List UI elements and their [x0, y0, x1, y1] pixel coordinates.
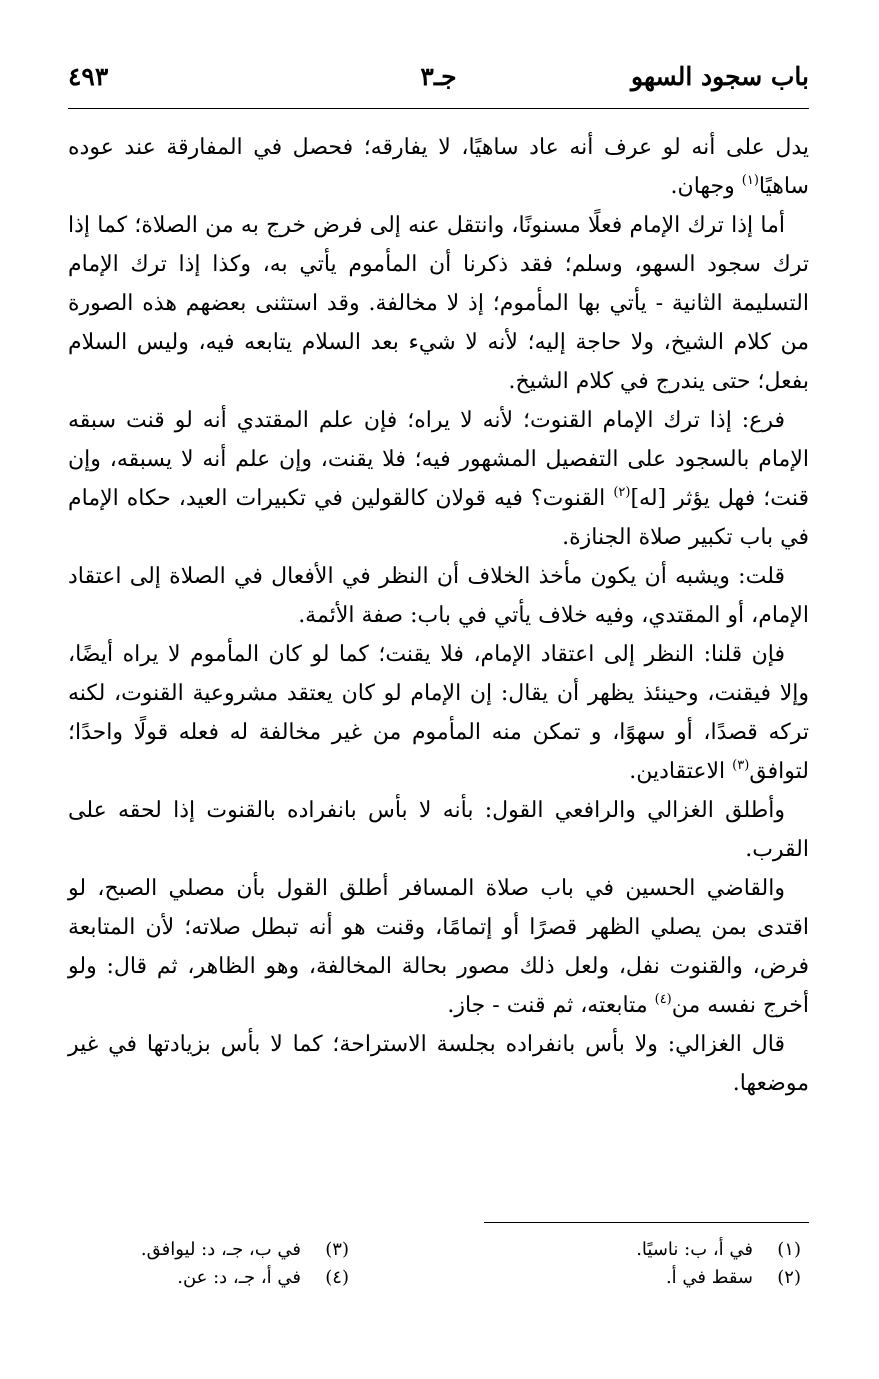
footnote-ref: (١) — [741, 173, 759, 188]
footnote-text: سقط في أ. — [665, 1267, 753, 1288]
text-run: القنوت؟ فيه قولان كالقولين في تكبيرات العيد، حكاه الإمام في باب تكبير صلاة الجنازة. — [68, 486, 809, 550]
footnote-number: (٣) — [325, 1239, 349, 1260]
page-number: ٤٩٣ — [68, 62, 109, 91]
footnote-text: في أ، جـ، د: عن. — [177, 1267, 301, 1288]
text-run: والقاضي الحسين في باب صلاة المسافر أطلق القول بأن مصلي الصبح، لو اقتدى بمن يصلي الظهر قصرًا أو إتمامًا، وقنت هو أنه تبطل صلاته؛ لأن المتابعة فرض، والقنوت نفل، ولعل ذلك مصور بحالة المخالفة، وهو الظاهر، ثم قال: ولو أخرج نفسه من — [68, 876, 809, 1018]
footnote — [9, 1236, 349, 1264]
footnote-text: في أ، ب: ناسيًا. — [636, 1239, 753, 1260]
footnote-ref: (٣) — [732, 758, 750, 773]
main-text — [68, 128, 809, 1103]
footnote-ref: (٢) — [613, 485, 631, 500]
footnote-number: (٢) — [777, 1267, 801, 1288]
paragraph: وأطلق الغزالي والرافعي القول: بأنه لا بأس بانفراده بالقنوت إذا لحقه على القرب. — [68, 798, 809, 862]
paragraph — [68, 635, 809, 791]
running-header — [68, 58, 809, 108]
header-divider — [68, 108, 809, 109]
paragraph — [68, 869, 809, 1025]
text-run: فرع: إذا ترك الإمام القنوت؛ لأنه لا يراه؛ فإن علم المقتدي أنه لو قنت سبقه الإمام بالسجود على التفصيل المشهور فيه؛ فلا يقنت، وإن علم أنه لا يسبقه، وإن قنت؛ فهل يؤثر [له] — [68, 408, 809, 511]
text-run: وجهان. — [670, 174, 742, 199]
footnote-column — [9, 1236, 349, 1292]
chapter-title: باب سجود السهو — [631, 62, 809, 91]
paragraph: قال الغزالي: ولا بأس بانفراده بجلسة الاستراحة؛ كما لا بأس بزيادتها في غير موضعها. — [68, 1032, 809, 1096]
paragraph: أما إذا ترك الإمام فعلًا مسنونًا، وانتقل عنه إلى فرض خرج به من الصلاة؛ كما إذا ترك سجود السهو، وسلم؛ فقد ذكرنا أن المأموم يأتي به، وكذا إذا ترك الإمام التسليمة الثانية - يأتي بها المأموم؛ إذ لا مخالفة. وقد استثنى بعضهم هذه الصورة من كلام الشيخ، ولا حاجة إليه؛ لأنه لا شيء بعد السلام يتابعه فيه، وليس السلام بفعل؛ حتى يندرج في كلام الشيخ. — [68, 213, 809, 394]
paragraph — [68, 128, 809, 206]
paragraph — [68, 401, 809, 557]
volume-label: جـ٣ — [420, 62, 457, 91]
text-run: فإن قلنا: النظر إلى اعتقاد الإمام، فلا يقنت؛ كما لو كان المأموم لا يراه أيضًا، وإلا فيقنت، وحينئذ يظهر أن يقال: إن الإمام لو كان يعتقد مشروعية القنوت، لكنه تركه قصدًا، أو سهوًا، و تمكن منه المأموم من غير مخالفة له فعله قولًا واحدًا؛ لتوافق — [68, 642, 809, 784]
footnote-ref: (٤) — [654, 992, 672, 1007]
footnote — [461, 1236, 801, 1264]
footnote-number: (١) — [777, 1239, 801, 1260]
footnote-divider — [484, 1222, 809, 1223]
footnote-number: (٤) — [325, 1267, 349, 1288]
text-run: يدل على أنه لو عرف أنه عاد ساهيًا، لا يفارقه؛ فحصل في المفارقة عند عوده ساهيًا — [68, 135, 809, 199]
footnote — [461, 1264, 801, 1292]
text-run: الاعتقادين. — [629, 759, 733, 784]
footnote-column — [461, 1236, 801, 1292]
text-run: متابعته، ثم قنت - جاز. — [447, 993, 655, 1018]
footnote — [9, 1264, 349, 1292]
paragraph: قلت: ويشبه أن يكون مأخذ الخلاف أن النظر في الأفعال في الصلاة إلى اعتقاد الإمام، أو المقتدي، وفيه خلاف يأتي في باب: صفة الأئمة. — [68, 564, 809, 628]
footnote-text: في ب، جـ، د: ليوافق. — [140, 1239, 301, 1260]
